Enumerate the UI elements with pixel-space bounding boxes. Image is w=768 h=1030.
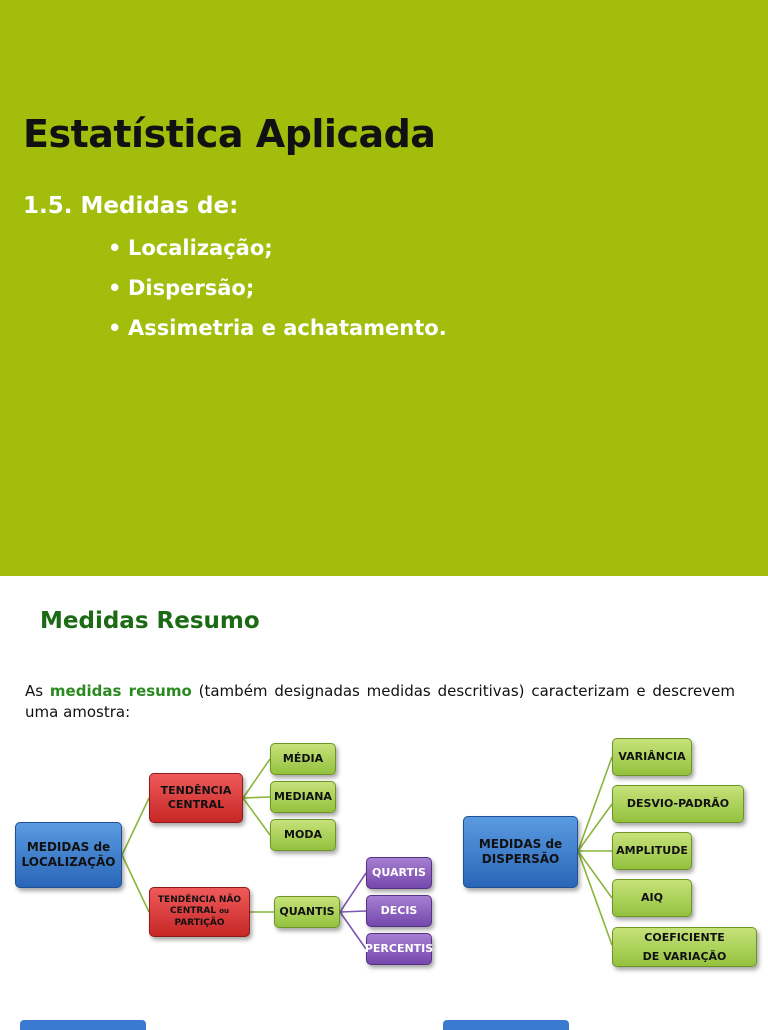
intro-paragraph — [25, 681, 735, 723]
tendencia-nao-central-line1: TENDÊNCIA NÃO — [157, 895, 242, 906]
connector-line — [340, 911, 366, 912]
decis-box: DECIS — [366, 895, 432, 927]
connector-line — [122, 798, 149, 855]
connector-line — [578, 851, 612, 898]
connector-line — [122, 855, 149, 912]
bullet-item — [108, 232, 447, 272]
dispersao-root-box: MEDIDAS de DISPERSÃO — [463, 816, 578, 888]
slide-medidas-resumo — [0, 576, 768, 1024]
mediana-box: MEDIANA — [270, 781, 336, 813]
connector-line — [578, 804, 612, 851]
connector-line — [340, 873, 366, 912]
media-box: MÉDIA — [270, 743, 336, 775]
connector-line — [578, 851, 612, 945]
connector-line — [243, 798, 270, 835]
partial-box-left — [20, 1020, 146, 1030]
intro-highlight: medidas resumo — [49, 682, 192, 700]
bullet-text: Dispersão; — [128, 276, 255, 300]
bullet-icon: • — [108, 236, 122, 260]
purple-connectors — [340, 873, 366, 949]
quartis-box: QUARTIS — [366, 857, 432, 889]
coeficiente-variacao-box — [612, 927, 757, 967]
bullet-icon: • — [108, 316, 122, 340]
tendencia-central-box: TENDÊNCIA CENTRAL — [149, 773, 243, 823]
amplitude-box: AMPLITUDE — [612, 832, 692, 870]
partial-box-right — [443, 1020, 569, 1030]
connector-line — [340, 912, 366, 949]
tendencia-nao-central-central: CENTRAL — [170, 906, 217, 917]
bullet-item — [108, 272, 447, 312]
connector-line — [243, 797, 270, 798]
intro-prefix: As — [25, 682, 50, 700]
tendencia-nao-central-ou: ou — [219, 907, 229, 916]
intro-suffix: (também designadas medidas descritivas) caracterizam e descrevem uma amostra: — [25, 682, 735, 721]
bullet-icon: • — [108, 276, 122, 300]
bullet-text: Assimetria e achatamento. — [128, 316, 447, 340]
variancia-box: VARIÂNCIA — [612, 738, 692, 776]
percentis-box: PERCENTIS — [366, 933, 432, 965]
moda-box: MODA — [270, 819, 336, 851]
coeficiente-line1: COEFICIENTE — [644, 931, 725, 944]
connector-line — [243, 759, 270, 798]
quantis-box: QUANTIS — [274, 896, 340, 928]
aiq-box: AIQ — [612, 879, 692, 917]
slide-title-heading: Estatística Aplicada — [23, 112, 436, 156]
tendencia-nao-central-line2 — [170, 906, 229, 917]
connector-line — [578, 757, 612, 851]
tendencia-nao-central-line3: PARTIÇÃO — [174, 917, 225, 928]
tendencia-nao-central-box — [149, 887, 250, 937]
bullet-text: Localização; — [128, 236, 273, 260]
localizacao-root-box: MEDIDAS de LOCALIZAÇÃO — [15, 822, 122, 888]
slide-subtitle: 1.5. Medidas de: — [23, 193, 239, 219]
section-heading: Medidas Resumo — [40, 608, 260, 634]
bullet-item — [108, 312, 447, 352]
bullet-list — [108, 232, 447, 352]
desvio-padrao-box: DESVIO-PADRÃO — [612, 785, 744, 823]
coeficiente-line2: DE VARIAÇÃO — [642, 950, 727, 963]
